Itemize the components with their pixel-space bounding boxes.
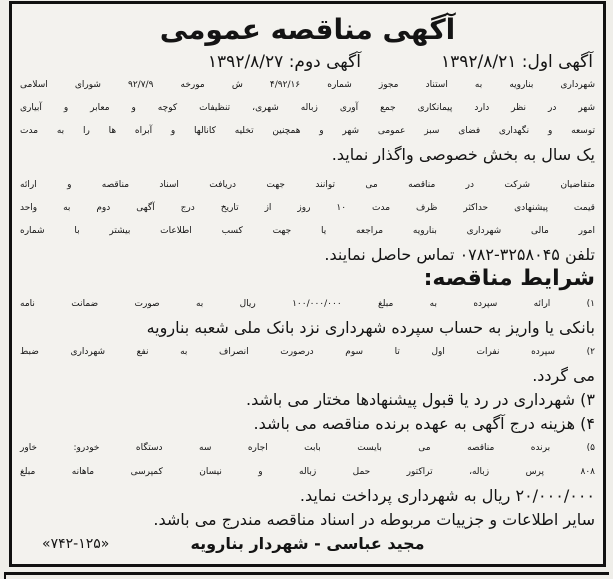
condition-line: ۲۰/۰۰۰/۰۰۰ ریال به شهرداری پرداخت نماید. [299,486,595,505]
condition-text: سپرده نفرات اول تا سوم درصورت انصراف به نفع شهرداری ضبط [20,347,556,357]
footer-note: سایر اطلاعات و جزییات مربوطه در اسناد مناقصه مندرج می باشد. [153,510,595,529]
first-publication-date: آگهی اول: ۱۳۹۲/۸/۲۱ [440,52,593,72]
intro-line: شهر در نظر دارد پیمانکاری جمع آوری زباله شهری، تنظیفات کوچه و معابر و آبیاری [20,103,595,113]
applicants-line: تلفن ۳۲۵۸۰۴۵-۰۷۸۲ تماس حاصل نمایند. [324,245,595,264]
mayor-signature: مجید عباسی - شهردار بنارویه [190,534,425,553]
condition-line [20,436,595,460]
signature-row [20,532,595,556]
condition-number: ۲) [586,347,595,357]
condition-text: برنده مناقصه می بایست بابت اجاره سه دستگاه خودرو: خاور [20,443,551,453]
condition-text: هزینه درج آگهی به عهده برنده مناقصه می باشد. [253,414,576,433]
condition-line: می گردد. [532,366,595,385]
ad-title: آگهی مناقصه عمومی [159,13,456,46]
condition-line [20,292,595,316]
applicants-paragraph [20,174,595,266]
condition-text: ارائه سپرده به مبلغ ۱۰۰/۰۰۰/۰۰۰ ریال به صورت ضمانت نامه [20,299,551,309]
condition-line [20,412,595,436]
condition-number: ۳) [580,390,595,409]
applicants-line: امور مالی شهرداری بنارویه مراجعه یا جهت کسب اطلاعات بیشتر با شماره [20,226,595,236]
condition-line [20,388,595,412]
intro-paragraph [20,74,595,166]
tender-ad-box [9,1,606,567]
condition-text: شهرداری در رد یا قبول پیشنهادها مختار می باشد. [246,390,576,409]
condition-line: بانکی یا واریز به حساب سپرده شهرداری نزد بانک ملی شعبه بنارویه [146,318,595,337]
publication-dates [20,50,595,74]
next-ad-border [4,572,609,579]
second-publication-date: آگهی دوم: ۱۳۹۲/۸/۲۷ [207,52,361,72]
condition-line [20,340,595,364]
intro-line: شهرداری بنارویه به استناد مجوز شماره ۴/۹۲/۱۶ ش مورخه ۹۲/۷/۹ شورای اسلامی [20,80,595,90]
intro-line: توسعه و نگهداری فضای سبز عمومی شهر و همچنین تخلیه کانالها و آبراه ها را به مدت [20,126,595,136]
conditions-heading: شرایط مناقصه: [423,266,595,291]
applicants-line: قیمت پیشنهادی حداکثر ظرف مدت ۱۰ روز از تاریخ درج آگهی دوم به واحد [20,203,595,213]
applicants-line: متقاضیان شرکت در مناقصه می توانند جهت دریافت اسناد مناقصه و ارائه [20,180,595,190]
conditions-list [20,292,595,556]
condition-number: ۱) [586,299,595,309]
condition-number: ۵) [586,443,595,453]
condition-number: ۴) [580,414,595,433]
ad-code: «۷۴۲-۱۲۵» [42,536,110,552]
intro-line: یک سال به بخش خصوصی واگذار نماید. [331,145,595,164]
condition-line: ۸۰۸ پرس زباله، تراکتور حمل زباله و نیسان کمپرسی ماهانه مبلغ [20,467,595,477]
